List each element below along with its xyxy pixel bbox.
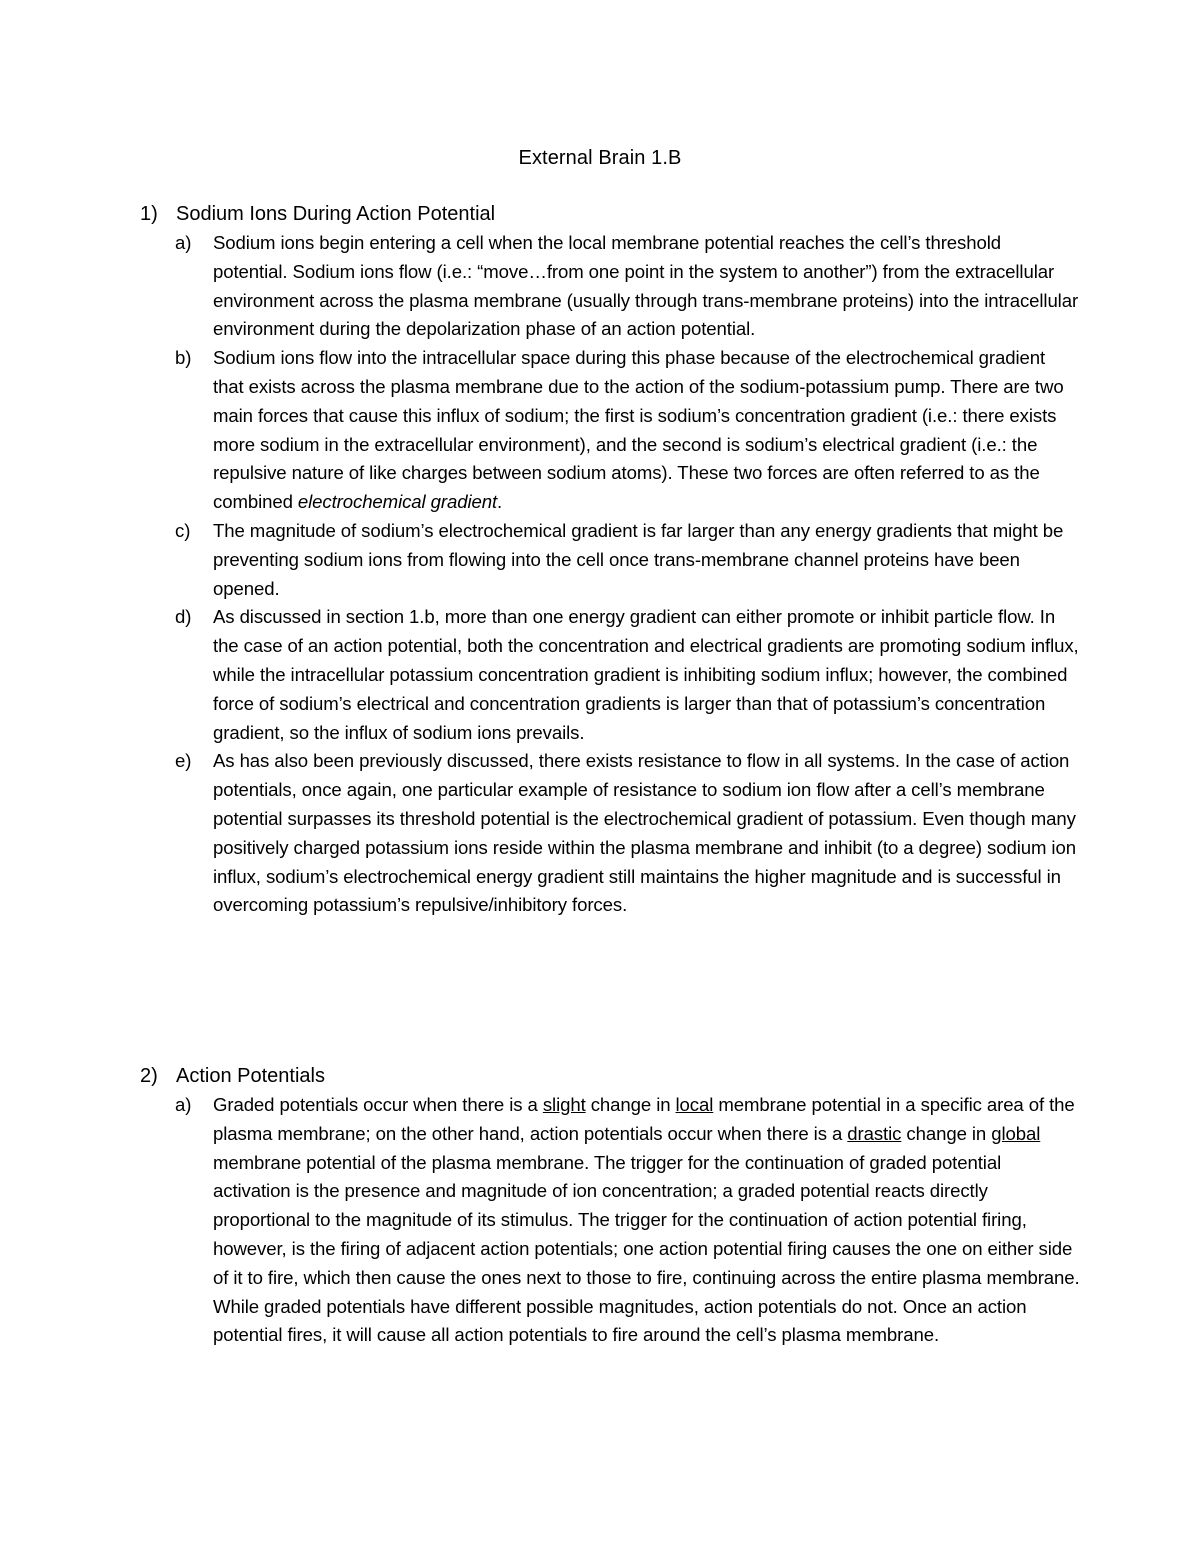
text-segment: Sodium ions flow into the intracellular space during this phase because of the electrochemical gradient that exists across the plasma membrane due to the action of the sodium-potassium pump. There are two main forces that cause this influx of sodium; the first is sodium’s concentration gradient (i.e.: there exists more sodium in the extracellular environment), and the second is sodium’s electrical gradient (i.e.: the repulsive nature of like charges between sodium atoms). These two forces are often referred to as the combined [213,347,1064,513]
underlined-term: slight [542,1094,586,1115]
list-item-1b [140,344,1080,517]
list-marker: b) [175,347,192,369]
list-item-text: The magnitude of sodium’s electrochemical gradient is far larger than any energy gradients that might be preventing sodium ions from flowing into the cell once trans-membrane channel proteins have been opened. [213,519,1064,599]
italic-term: electrochemical gradient [297,491,498,513]
underlined-term: global [991,1122,1041,1144]
list-item-1d [140,603,1080,747]
underlined-term: local [675,1094,714,1115]
text-segment: Graded potentials occur when there is a [213,1094,543,1115]
section-heading [140,1062,1080,1091]
section-sodium-ions [140,200,1080,920]
list-marker: d) [175,606,192,628]
list-marker: c) [175,519,191,541]
text-segment: change in [585,1094,676,1115]
text-segment: change in [901,1122,992,1144]
list-item-1c [140,517,1080,603]
document-title: External Brain 1.B [518,147,682,169]
list-marker: a) [175,232,192,253]
list-marker: e) [175,750,192,772]
section-number: 2) [140,1065,158,1087]
section-action-potentials [140,1062,1080,1350]
section-title: Sodium Ions During Action Potential [176,203,496,225]
list-item-text [213,344,1080,517]
text-segment: . [497,491,503,513]
text-segment: membrane potential of the plasma membrane. The trigger for the continuation of graded potential activation is the presence and magnitude of ion concentration; a graded potential reacts directly proportional to the magnitude of its stimulus. The trigger for the continuation of action potential firing, however, is the firing of adjacent action potentials; one action potential firing causes the one on either side of it to fire, which then cause the ones next to those to fire, continuing across the entire plasma membrane. While graded potentials have different possible magnitudes, action potentials do not. Once an action potential fires, it will cause all action potentials to fire around the cell’s plasma membrane. [213,1151,1080,1346]
list-item-1a [140,229,1080,344]
underlined-term: drastic [847,1122,902,1144]
list-item-text: Sodium ions begin entering a cell when the local membrane potential reaches the cell’s threshold potential. Sodium ions flow (i.e.: “move…from one point in the system to another”) from the extracellular environment across the plasma membrane (usually through trans-membrane proteins) into the intracellular environment during the depolarization phase of an action potential. [213,232,1079,340]
list-item-text: As has also been previously discussed, there exists resistance to flow in all systems. In the case of action potentials, once again, one particular example of resistance to sodium ion flow after a cell’s membrane potential surpasses its threshold potential is the electrochemical gradient of potassium. Even though many positively charged potassium ions reside within the plasma membrane and inhibit (to a degree) sodium ion influx, sodium’s electrochemical energy gradient still maintains the higher magnitude and is successful in overcoming potassium’s repulsive/inhibitory forces. [213,750,1076,916]
list-item-2a [140,1091,1080,1350]
section-number: 1) [140,203,158,225]
text-segment: membrane potential in a specific area of the plasma membrane; on the other hand, action potentials occur when there is a [213,1094,1075,1144]
list-item-text: As discussed in section 1.b, more than one energy gradient can either promote or inhibit particle flow. In the case of an action potential, both the concentration and electrical gradients are promoting sodium influx, while the intracellular potassium concentration gradient is inhibiting sodium influx; however, the combined force of sodium’s electrical and concentration gradients is larger than that of potassium’s concentration gradient, so the influx of sodium ions prevails. [213,606,1079,743]
section-heading [140,200,1080,229]
list-item-text [213,1091,1080,1350]
section-title: Action Potentials [176,1065,325,1087]
list-item-1e [140,747,1080,920]
list-marker: a) [175,1094,192,1115]
